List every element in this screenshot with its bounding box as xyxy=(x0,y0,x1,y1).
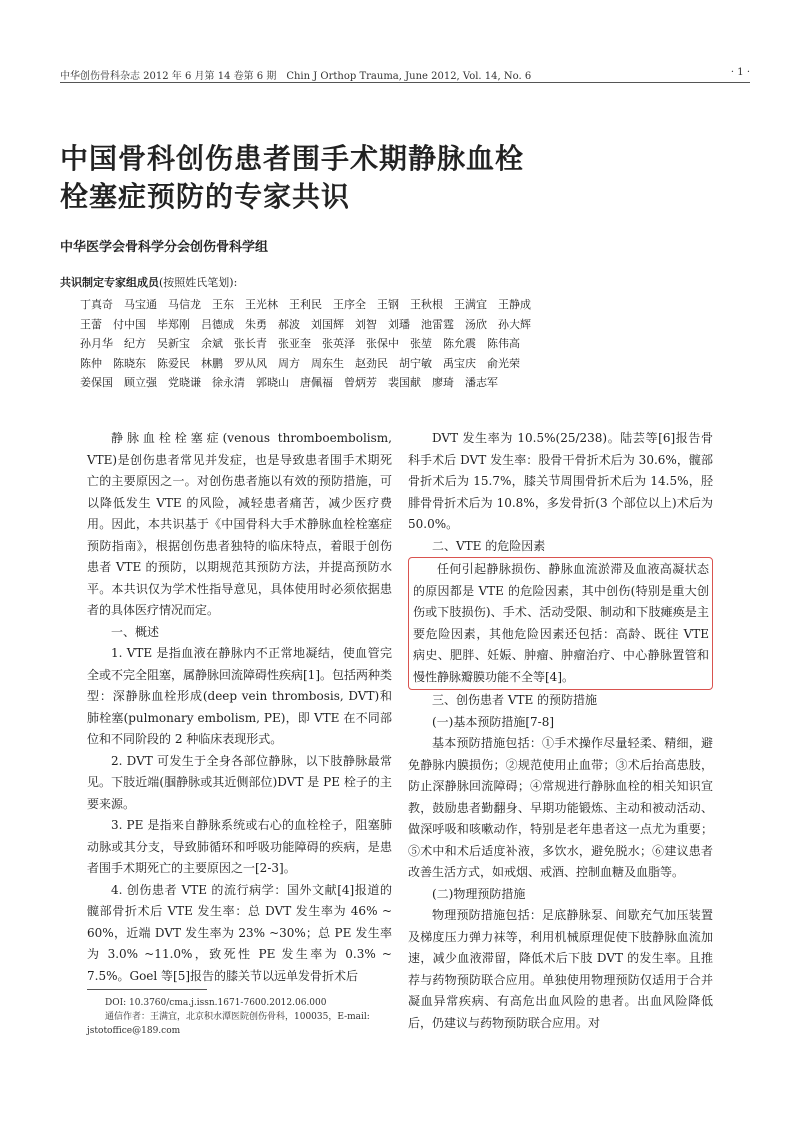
panel-member: 赵劲民 xyxy=(355,356,388,370)
panel-member: 王钢 xyxy=(377,298,399,311)
panel-row xyxy=(80,334,760,354)
panel-member: 潘志军 xyxy=(465,376,498,389)
intro-paragraph: 静脉血栓栓塞症(venous thromboembolism, VTE)是创伤患者常见并发症，也是导致患者围手术期死亡的主要原因之一。对创伤患者施以有效的预防措施，可以降低发生 VTE 的风险，减轻患者痛苦，减少医疗费用。因此，本共识基于《中国骨科大手术静脉血栓栓塞症预防指南》，根据创伤患者独特的临床特点，着眼于创伤患者 VTE 的预防，以期规范其预防方法，并提高预防水平。本共识仅为学术性指导意见，具体使用时必须依据患者的具体医疗情况而定。 xyxy=(87,431,392,617)
panel-member: 禹宝庆 xyxy=(443,356,476,370)
panel-member: 余斌 xyxy=(201,337,223,350)
section-heading-risk-factors: 二、VTE 的危险因素 xyxy=(432,538,546,553)
panel-row xyxy=(80,373,760,393)
panel-member: 付中国 xyxy=(113,317,146,331)
panel-member: 党晓谦 xyxy=(168,376,201,389)
panel-member: 孙月华 xyxy=(80,337,113,350)
title-line-2: 栓塞症预防的专家共识 xyxy=(60,180,351,213)
panel-member: 曾炳芳 xyxy=(344,376,377,389)
highlighted-risk-factors: 任何引起静脉损伤、静脉血流淤滞及血液高凝状态的原因都是 VTE 的危险因素，其中创伤(特别是重大创伤或下肢损伤)、手术、活动受限、制动和下肢瘫痪是主要危险因素，其他危险因素还包括：高龄、既往 VTE 病史、肥胖、妊娠、肿瘤、肿瘤治疗、中心静脉置管和慢性静脉瓣膜功能不全等[4]。 xyxy=(408,557,713,690)
footnote xyxy=(87,996,387,1038)
panel-member: 纪方 xyxy=(124,337,146,350)
basic-measures-paragraph: 基本预防措施包括：①手术操作尽量轻柔、精细，避免静脉内膜损伤；②规范使用止血带；③术后抬高患肢，防止深静脉回流障碍；④常规进行静脉血栓的相关知识宣教，鼓励患者勤翻身、早期功能锻炼、主动和被动活动、做深呼吸和咳嗽动作，特别是老年患者这一点尤为重要；⑤术中和术后适度补液，多饮水，避免脱水；⑥建议患者改善生活方式，如戒烟、戒酒、控制血糖及血脂等。 xyxy=(408,736,713,879)
panel-label-note: (按照姓氏笔划): xyxy=(159,276,238,289)
panel-member: 刘国辉 xyxy=(311,317,344,331)
panel-member: 周东生 xyxy=(311,356,344,370)
subsection-heading-physical: (二)物理预防措施 xyxy=(432,886,526,901)
panel-member: 张亚奎 xyxy=(278,337,311,350)
footnote-rule xyxy=(87,989,207,990)
panel-member: 胡宁敏 xyxy=(399,356,432,370)
panel-member: 陈爱民 xyxy=(157,356,190,370)
panel-row xyxy=(80,295,760,315)
panel-member: 俞光荣 xyxy=(487,356,520,370)
doi-line: DOI: 10.3760/cma.j.issn.1671-7600.2012.06.000 xyxy=(105,998,327,1008)
panel-member: 刘智 xyxy=(355,317,377,331)
panel-member: 林鹏 xyxy=(201,356,223,370)
overview-item-4: 4. 创伤患者 VTE 的流行病学：国外文献[4]报道的髋部骨折术后 VTE 发生率：总 DVT 发生率为 46% ~ 60%，近端 DVT 发生率为 23% ~30%；总 PE 发生率为 3.0% ~11.0%，致死性 PE 发生率为 0.3% ~ 7.5%。Goel 等[5]报告的膝关节以远单发骨折术后 xyxy=(87,882,392,983)
panel-member: 王利民 xyxy=(289,298,322,311)
panel-row xyxy=(80,354,760,374)
panel-member: 王满宜 xyxy=(454,298,487,311)
panel-member: 顾立强 xyxy=(124,376,157,389)
section-heading-overview: 一、概述 xyxy=(111,624,160,639)
panel-member: 郝波 xyxy=(278,317,300,331)
panel-member: 裴国献 xyxy=(388,376,421,389)
panel-member: 周方 xyxy=(278,356,300,370)
panel-member: 吕德成 xyxy=(201,317,234,331)
corresponding-author: 通信作者：王满宜，北京积水潭医院创伤骨科，100035，E-mail: jstotoffice@189.com xyxy=(87,1012,370,1036)
panel-member: 陈允震 xyxy=(443,337,476,350)
panel-label-text: 共识制定专家组成员 xyxy=(60,276,159,289)
section-heading-prevention: 三、创伤患者 VTE 的预防措施 xyxy=(432,693,598,707)
panel-member: 张英泽 xyxy=(322,337,355,350)
panel-member: 姜保国 xyxy=(80,376,113,389)
right-column xyxy=(408,428,713,1034)
panel-member: 王秋根 xyxy=(410,298,443,311)
header-rule xyxy=(60,82,750,83)
panel-member: 丁真奇 xyxy=(80,298,113,311)
expert-panel xyxy=(80,295,760,393)
panel-member: 孙大辉 xyxy=(498,317,531,331)
panel-member: 廖琦 xyxy=(432,376,454,389)
overview-item-2: 2. DVT 可发生于全身各部位静脉，以下肢静脉最常见。下肢近端(腘静脉或其近侧部位)DVT 是 PE 栓子的主要来源。 xyxy=(87,753,392,811)
panel-member: 朱勇 xyxy=(245,317,267,331)
panel-member: 王静成 xyxy=(498,298,531,311)
panel-member: 唐佩福 xyxy=(300,376,333,389)
panel-member: 陈伟高 xyxy=(487,337,520,350)
panel-member: 王东 xyxy=(212,298,234,311)
panel-member: 池雷霆 xyxy=(421,317,454,331)
panel-member: 刘璠 xyxy=(388,317,410,331)
panel-member: 张堃 xyxy=(410,337,432,350)
left-column xyxy=(87,428,392,987)
panel-member: 马信龙 xyxy=(168,298,201,311)
title-line-1: 中国骨科创伤患者围手术期静脉血栓 xyxy=(60,142,525,175)
panel-member: 毕郑刚 xyxy=(157,317,190,331)
panel-member: 徐永清 xyxy=(212,376,245,389)
panel-member: 张保中 xyxy=(366,337,399,350)
panel-row xyxy=(80,315,760,335)
panel-member: 马宝通 xyxy=(124,298,157,311)
author-group: 中华医学会骨科学分会创伤骨科学组 xyxy=(60,240,269,255)
subsection-heading-basic: (一)基本预防措施[7-8] xyxy=(432,714,555,729)
panel-member: 王蕾 xyxy=(80,317,102,331)
page-number: · 1 · xyxy=(730,67,750,78)
panel-member: 王序全 xyxy=(333,298,366,311)
panel-member: 陈仲 xyxy=(80,356,102,370)
overview-item-1: 1. VTE 是指血液在静脉内不正常地凝结，使血管完全或不完全阻塞，属静脉回流障碍性疾病[1]。包括两种类型：深静脉血栓形成(deep vein thrombosis, DVT)和肺栓塞(pulmonary embolism, PE)，即 VTE 在不同部位和不同阶段的 2 种临床表现形式。 xyxy=(87,646,393,746)
article-title xyxy=(60,140,524,216)
panel-member: 罗从风 xyxy=(234,356,267,370)
epidemiology-continued: DVT 发生率为 10.5%(25/238)。陆芸等[6]报告骨科手术后 DVT 发生率：股骨干骨折术后为 30.6%，髋部骨折术后为 15.7%，膝关节周围骨折术后为 14.5%，胫腓骨骨折术后为 10.8%，多发骨折(3 个部位以上)术后为 50.0%。 xyxy=(408,431,713,531)
journal-citation: 中华创伤骨科杂志 2012 年 6 月第 14 卷第 6 期 Chin J Orthop Trauma, June 2012, Vol. 14, No. 6 xyxy=(60,71,532,82)
panel-member: 吴新宝 xyxy=(157,337,190,350)
panel-member: 汤欣 xyxy=(465,317,487,331)
panel-member: 王光林 xyxy=(245,298,278,311)
panel-member: 张长青 xyxy=(234,337,267,350)
panel-label xyxy=(60,274,237,290)
panel-member: 郭晓山 xyxy=(256,376,289,389)
overview-item-3: 3. PE 是指来自静脉系统或右心的血栓栓子，阻塞肺动脉或其分支，导致肺循环和呼吸功能障碍的疾病，是患者围手术期死亡的主要原因之一[2-3]。 xyxy=(87,818,392,875)
panel-member: 陈晓东 xyxy=(113,356,146,370)
physical-measures-paragraph: 物理预防措施包括：足底静脉泵、间歇充气加压装置及梯度压力弹力袜等，利用机械原理促使下肢静脉血流加速，减少血液滞留，降低术后下肢 DVT 的发生率。且推荐与药物预防联合应用。单独使用物理预防仅适用于合并凝血异常疾病、有高危出血风险的患者。出血风险降低后，仍建议与药物预防联合应用。对 xyxy=(408,908,713,1030)
